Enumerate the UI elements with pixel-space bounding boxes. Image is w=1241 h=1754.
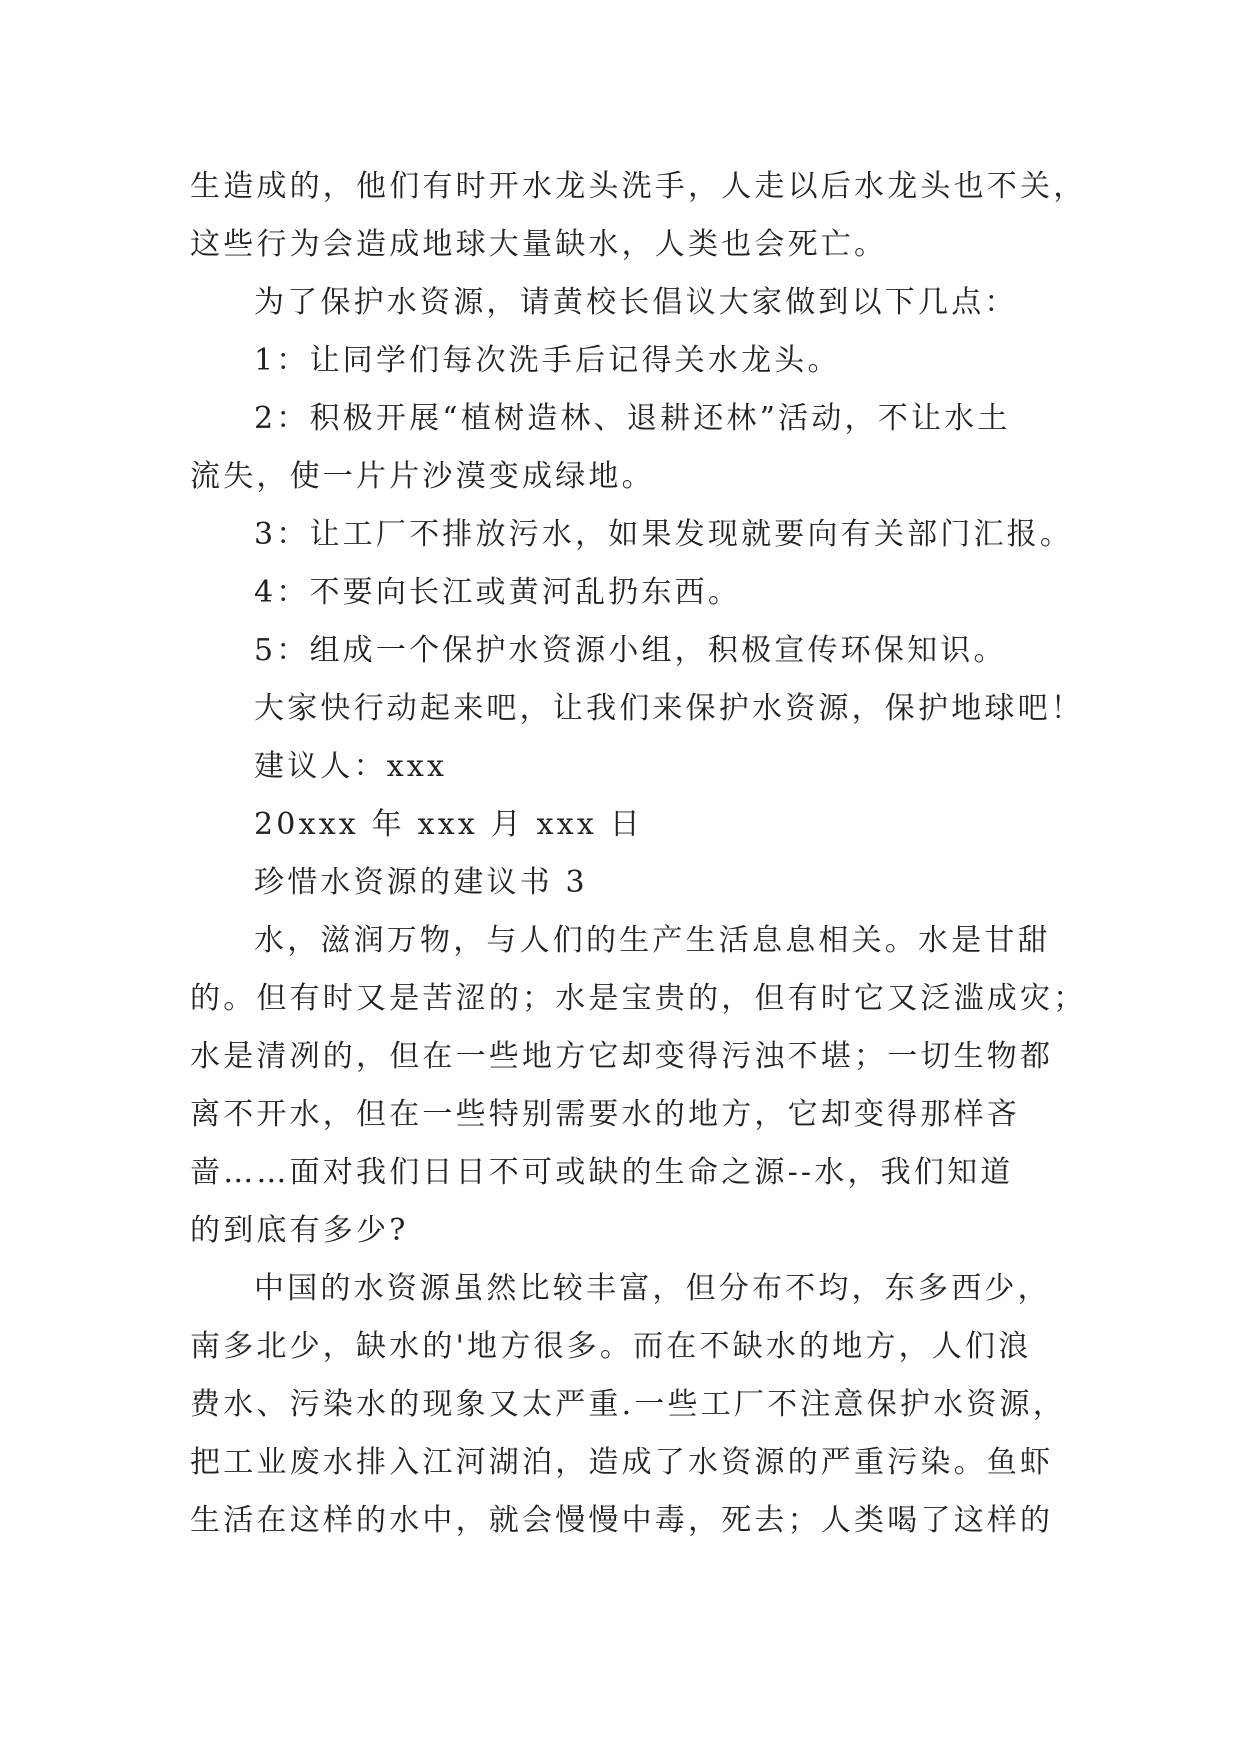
closing-sentence: 大家快行动起来吧，让我们来保护水资源，保护地球吧！	[254, 691, 1084, 726]
text-line: 水是清冽的，但在一些地方它却变得污浊不堪；一切生物都	[190, 1039, 1054, 1074]
text-line: 流失，使一片片沙漠变成绿地。	[190, 459, 655, 494]
document-body	[190, 158, 1087, 1550]
list-item-3: 3：让工厂不排放污水，如果发现就要向有关部门汇报。	[254, 517, 1074, 552]
text-line: 水，滋润万物，与人们的生产生活息息相关。水是甘甜	[254, 923, 1051, 958]
text-line: 把工业废水排入江河湖泊，造成了水资源的严重污染。鱼虾	[190, 1445, 1054, 1480]
text-line: 费水、污染水的现象又太严重.一些工厂不注意保护水资源，	[190, 1387, 1066, 1422]
text-line: 这些行为会造成地球大量缺水，人类也会死亡。	[190, 227, 888, 262]
list-item-1: 1：让同学们每次洗手后记得关水龙头。	[254, 343, 841, 378]
text-line: 的到底有多少?	[190, 1213, 409, 1248]
text-line: 离不开水，但在一些特别需要水的地方，它却变得那样吝	[190, 1097, 1020, 1132]
list-item-4: 4：不要向长江或黄河乱扔东西。	[254, 575, 742, 610]
list-item-2: 2：积极开展“植树造林、退耕还林”活动，不让水土	[254, 401, 1011, 436]
text-line: 的。但有时又是苦涩的；水是宝贵的，但有时它又泛滥成灾；	[190, 981, 1087, 1016]
text-line: 南多北少，缺水的'地方很多。而在不缺水的地方，人们浪	[190, 1329, 1032, 1364]
section-title: 珍惜水资源的建议书 3	[254, 865, 588, 900]
date-line: 20xxx 年 xxx 月 xxx 日	[254, 807, 643, 842]
text-line: 生造成的，他们有时开水龙头洗手，人走以后水龙头也不关，	[190, 169, 1087, 204]
list-item-5: 5：组成一个保护水资源小组，积极宣传环保知识。	[254, 633, 1007, 668]
text-line: 为了保护水资源，请黄校长倡议大家做到以下几点：	[254, 285, 1018, 320]
text-line: 啬……面对我们日日不可或缺的生命之源--水，我们知道	[190, 1155, 1014, 1190]
text-line: 生活在这样的水中，就会慢慢中毒，死去；人类喝了这样的	[190, 1503, 1054, 1538]
text-line: 中国的水资源虽然比较丰富，但分布不均，东多西少，	[254, 1271, 1051, 1306]
signature: 建议人：xxx	[254, 749, 448, 784]
